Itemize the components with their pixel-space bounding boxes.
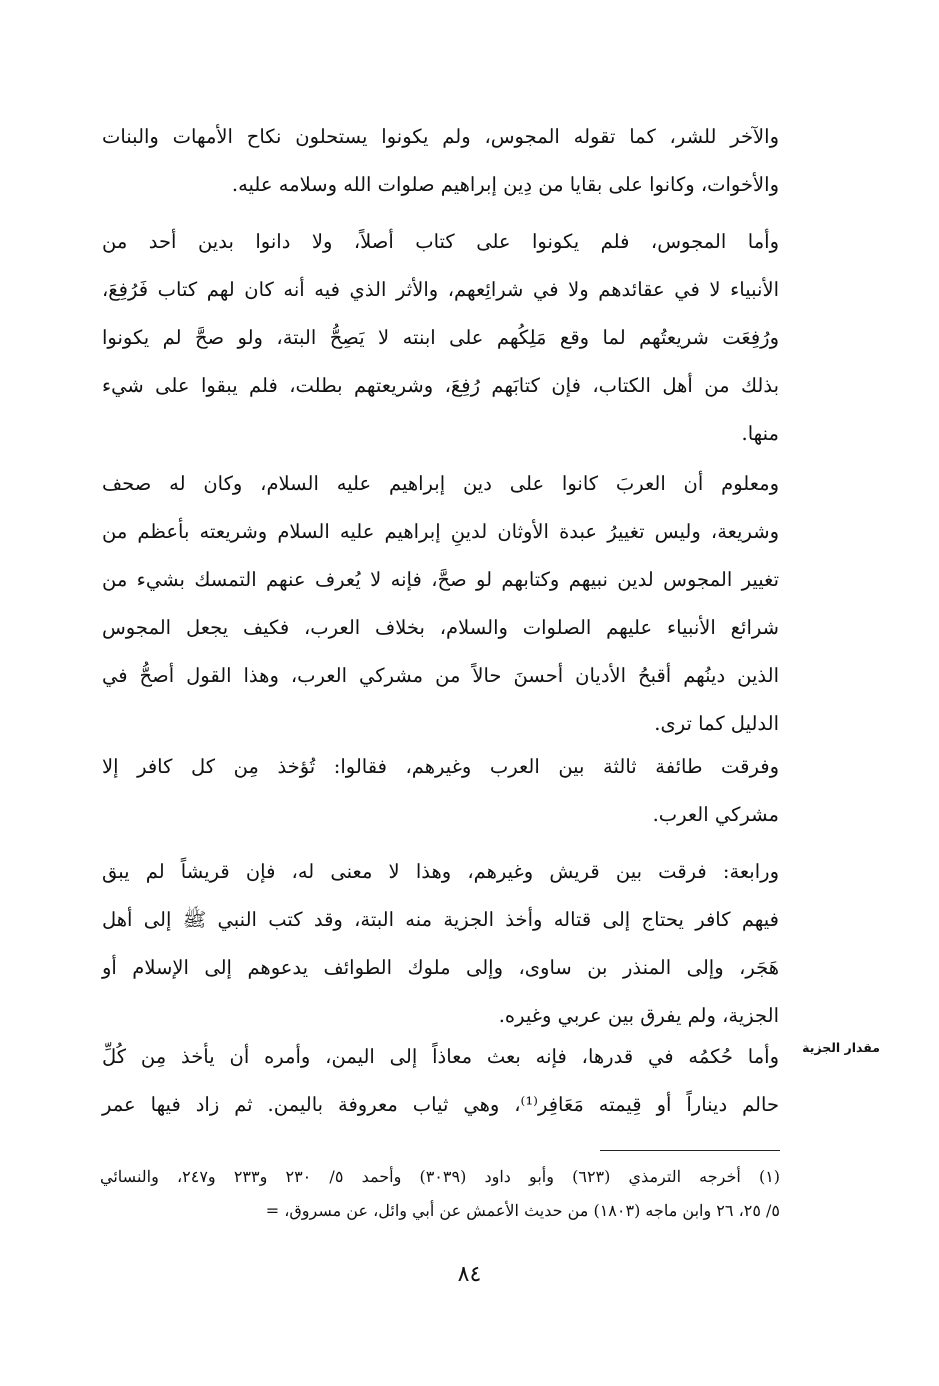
paragraph-6 <box>102 1033 779 1129</box>
page-number: ٨٤ <box>457 1262 482 1287</box>
text-line: الذين دينُهم أقبحُ الأديان أحسنَ حالاً من مشركي العرب، وهذا القول أصحُّ في <box>102 664 779 687</box>
text-line: ومعلوم أن العربَ كانوا على دين إبراهيم عليه السلام، وكان له صحف <box>102 472 779 495</box>
text-line: وفرقت طائفة ثالثة بين العرب وغيرهم، فقالوا: تُؤخذ مِن كل كافر إلا <box>102 755 779 778</box>
text-line: الدليل كما ترى. <box>654 712 779 735</box>
margin-note: مقدار الجزية <box>802 1040 880 1055</box>
text-line: الجزية، ولم يفرق بين عربي وغيره. <box>498 1004 779 1027</box>
footnotes <box>100 1160 780 1228</box>
text-line: ورابعة: فرقت بين قريش وغيرهم، وهذا لا معنى له، فإن قريشاً لم يبق <box>102 860 779 883</box>
text-line: وأما حُكمُه في قدرها، فإنه بعث معاذاً إلى اليمن، وأمره أن يأخذ مِن كُلِّ <box>102 1045 779 1068</box>
text-line: الأنبياء لا في عقائدهم ولا في شرائِعهم، والأثر الذي فيه أنه كان لهم كتاب فَرُفِعَ، <box>102 278 779 301</box>
text-line: شرائع الأنبياء عليهم الصلوات والسلام، بخلاف العرب، فكيف يجعل المجوس <box>102 616 779 639</box>
text-line: مشركي العرب. <box>652 803 779 826</box>
text-line: والآخر للشر، كما تقوله المجوس، ولم يكونوا يستحلون نكاح الأمهات والبنات <box>102 125 779 148</box>
text-line: تغيير المجوس لدين نبيهم وكتابهم لو صحَّ، فإنه لا يُعرف عنهم التمسك بشيء من <box>102 568 779 591</box>
footnote-line: ٥/ ٢٥، ٢٦ وابن ماجه (١٨٠٣) من حديث الأعمش عن أبي وائل، عن مسروق، = <box>265 1201 780 1220</box>
text-line: ورُفِعَت شريعتُهم لما وقع مَلِكُهم على ابنته لا يَصِحُّ البتة، ولو صحَّ لم يكونوا <box>102 326 779 349</box>
text-line: وأما المجوس، فلم يكونوا على كتاب أصلاً، ولا دانوا بدين أحد من <box>102 230 779 253</box>
text-line: والأخوات، وكانوا على بقايا من دِين إبراهيم صلوات الله وسلامه عليه. <box>231 173 779 196</box>
text-line: وشريعة، وليس تغييرُ عبدة الأوثان لدينِ إبراهيم عليه السلام وشريعته بأعظم من <box>102 520 779 543</box>
paragraph-2 <box>102 218 779 458</box>
text-line: منها. <box>741 422 779 445</box>
footnote-divider <box>600 1150 780 1151</box>
footnote-line: (١) أخرجه الترمذي (٦٢٣) وأبو داود (٣٠٣٩) وأحمد ٥/ ٢٣٠ و٢٣٣ و٢٤٧، والنسائي <box>100 1167 781 1186</box>
text-line: فيهم كافر يحتاج إلى قتاله وأخذ الجزية منه البتة، وقد كتب النبي ﷺ إلى أهل <box>102 908 779 931</box>
paragraph-5 <box>102 848 779 1040</box>
paragraph-3 <box>102 460 779 748</box>
paragraph-4 <box>102 743 779 839</box>
text-line: حالم ديناراً أو قِيمته مَعَافِر⁽¹⁾، وهي ثياب معروفة باليمن. ثم زاد فيها عمر <box>102 1093 779 1116</box>
text-line: هَجَر، وإلى المنذر بن ساوى، وإلى ملوك الطوائف يدعوهم إلى الإسلام أو <box>102 956 779 979</box>
text-line: بذلك من أهل الكتاب، فإن كتابَهم رُفِعَ، وشريعتهم بطلت، فلم يبقوا على شيء <box>102 374 779 397</box>
paragraph-1 <box>102 113 779 209</box>
